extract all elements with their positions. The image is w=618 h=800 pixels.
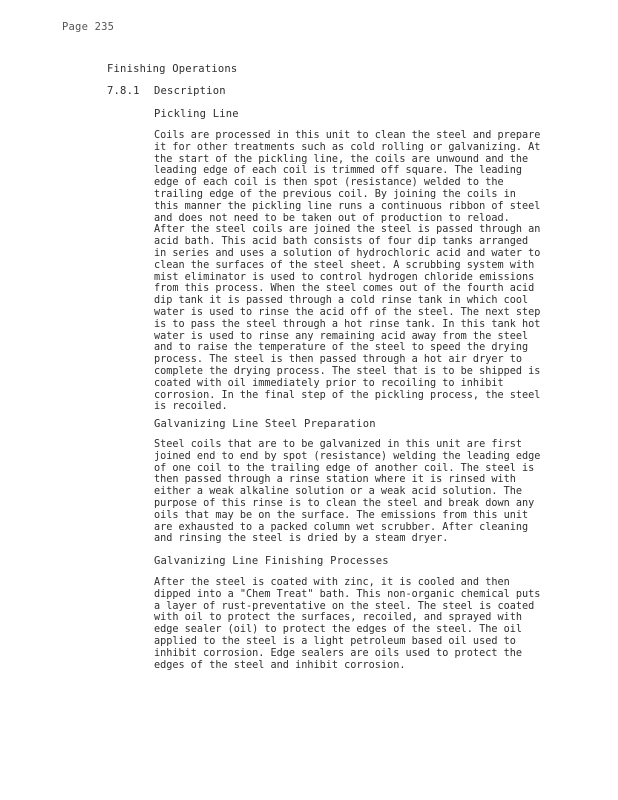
heading-galvanizing-finishing: Galvanizing Line Finishing Processes: [154, 555, 389, 567]
text-line: acid bath. This acid bath consists of four dip tanks arranged: [154, 236, 529, 248]
text-line: either a weak alkaline solution or a weak acid solution. The: [154, 486, 523, 498]
text-line: in series and uses a solution of hydrochloric acid and water to: [154, 247, 541, 259]
text-line: Coils are processed in this unit to clean the steel and prepare: [154, 130, 541, 141]
page-number: Page 235: [62, 21, 115, 33]
text-line: and does not need to be taken out of production to reload.: [154, 212, 510, 224]
text-line: applied to the steel is a light petroleum based oil used to: [154, 635, 516, 647]
text-line: edge of each coil is then spot (resistance) welded to the: [154, 177, 504, 189]
paragraph-pickling-line: [154, 130, 546, 413]
text-line: it for other treatments such as cold rolling or galvanizing. At: [154, 141, 541, 153]
text-line: this manner the pickling line runs a continuous ribbon of steel: [154, 200, 541, 212]
text-line: is recoiled.: [154, 401, 228, 413]
text-line: of one coil to the trailing edge of another coil. The steel is: [154, 462, 535, 474]
text-line: edge sealer (oil) to protect the edges of the steel. The oil: [154, 624, 523, 636]
text-line: inhibit corrosion. Edge sealers are oils used to protect the: [154, 647, 523, 659]
text-line: are exhausted to a packed column wet scrubber. After cleaning: [154, 521, 529, 533]
text-line: then passed through a rinse station where it is rinsed with: [154, 474, 516, 486]
text-line: and rinsing the steel is dried by a steam dryer.: [154, 533, 449, 545]
heading-pickling-line: Pickling Line: [154, 108, 239, 120]
text-line: dip tank it is passed through a cold rinse tank in which cool: [154, 295, 529, 307]
text-line: oils that may be on the surface. The emissions from this unit: [154, 509, 529, 521]
text-line: complete the drying process. The steel that is to be shipped is: [154, 365, 541, 377]
text-line: Steel coils that are to be galvanized in this unit are first: [154, 439, 523, 450]
text-line: dipped into a "Chem Treat" bath. This non-organic chemical puts: [154, 588, 541, 600]
text-line: mist eliminator is used to control hydrogen chloride emissions: [154, 271, 535, 283]
subsection-heading: [107, 85, 226, 97]
text-line: water is used to rinse the acid off of the steel. The next step: [154, 306, 541, 318]
text-line: water is used to rinse any remaining acid away from the steel: [154, 330, 529, 342]
text-line: a layer of rust-preventative on the steel. The steel is coated: [154, 600, 535, 612]
text-line: is to pass the steel through a hot rinse tank. In this tank hot: [154, 318, 541, 330]
heading-galvanizing-prep: Galvanizing Line Steel Preparation: [154, 418, 376, 430]
text-line: trailing edge of the previous coil. By joining the coils in: [154, 188, 516, 200]
text-line: After the steel coils are joined the steel is passed through an: [154, 224, 541, 236]
text-line: purpose of this rinse is to clean the steel and break down any: [154, 497, 535, 509]
text-line: the start of the pickling line, the coils are unwound and the: [154, 153, 529, 165]
paragraph-galvanizing-prep: [154, 439, 546, 545]
text-line: coated with oil immediately prior to recoiling to inhibit: [154, 377, 504, 389]
subsection-title: Description: [154, 85, 226, 97]
text-line: from this process. When the steel comes out of the fourth acid: [154, 283, 535, 295]
text-line: clean the surfaces of the steel sheet. A scrubbing system with: [154, 259, 535, 271]
text-line: process. The steel is then passed through a hot air dryer to: [154, 354, 523, 366]
subsection-number: 7.8.1: [107, 85, 140, 97]
text-line: corrosion. In the final step of the pickling process, the steel: [154, 389, 541, 401]
section-title: Finishing Operations: [107, 63, 238, 75]
text-line: edges of the steel and inhibit corrosion.: [154, 659, 406, 671]
text-line: with oil to protect the surfaces, recoiled, and sprayed with: [154, 612, 523, 624]
text-line: After the steel is coated with zinc, it is cooled and then: [154, 577, 510, 588]
text-line: leading edge of each coil is trimmed off square. The leading: [154, 165, 523, 177]
paragraph-galvanizing-finishing: [154, 577, 546, 671]
text-line: and to raise the temperature of the steel to speed the drying: [154, 342, 529, 354]
text-line: joined end to end by spot (resistance) welding the leading edge: [154, 450, 541, 462]
